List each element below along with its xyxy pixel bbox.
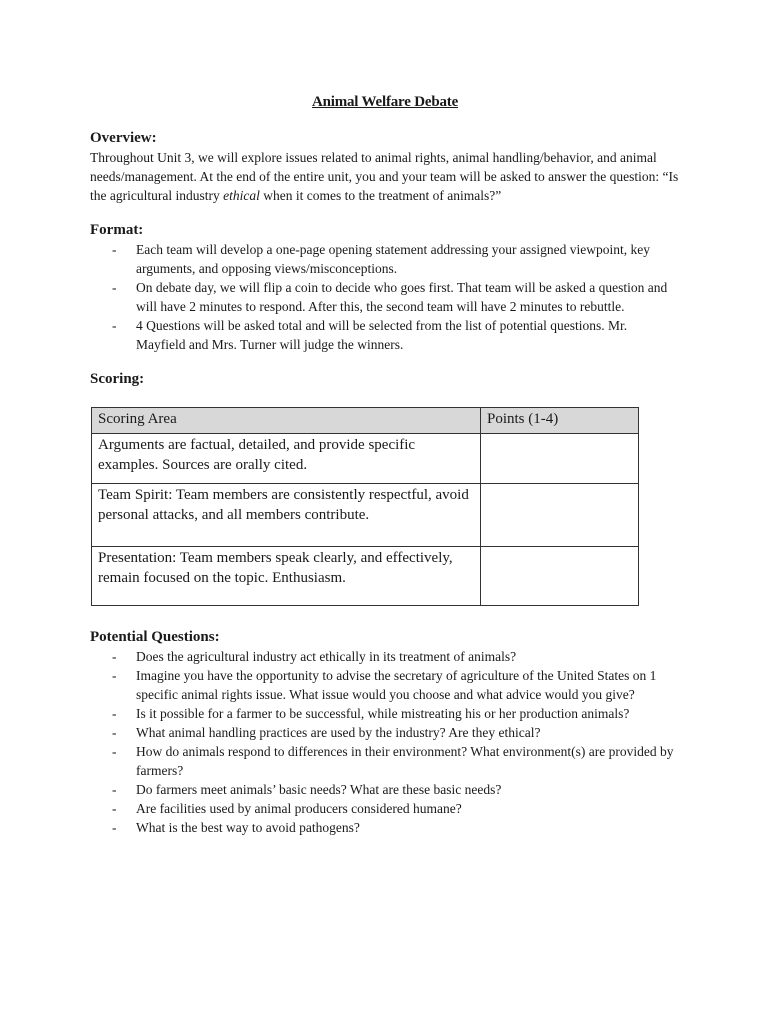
list-item: - Imagine you have the opportunity to advise the secretary of agriculture of the United States on 1 specific animal rights issue. What issue would you choose and what advice would you give? — [90, 666, 680, 704]
scoring-heading: Scoring: — [90, 371, 145, 387]
list-item: - How do animals respond to differences in their environment? What environment(s) are provided by farmers? — [90, 742, 680, 780]
overview-text-end: when it comes to the treatment of animals?” — [259, 188, 502, 203]
overview-heading: Overview: — [90, 130, 157, 146]
table-row — [92, 484, 639, 547]
list-item: - What is the best way to avoid pathogens? — [90, 818, 680, 837]
list-item: - What animal handling practices are used by the industry? Are they ethical? — [90, 723, 680, 742]
list-item: - Each team will develop a one-page opening statement addressing your assigned viewpoint, key arguments, and opposing views/misconceptions. — [90, 240, 680, 278]
table-header-row — [92, 408, 639, 434]
overview-text-emphasis: ethical — [223, 188, 260, 203]
scoring-section — [90, 370, 680, 606]
questions-heading: Potential Questions: — [90, 629, 220, 645]
format-heading: Format: — [90, 222, 144, 238]
list-item: - Is it possible for a farmer to be successful, while mistreating his or her production animals? — [90, 704, 680, 723]
questions-list — [90, 647, 680, 837]
questions-section — [90, 628, 680, 837]
list-item: - Are facilities used by animal producers considered humane? — [90, 799, 680, 818]
overview-text-start: Throughout Unit 3, we will explore issues related to animal rights, animal handling/behavior, and animal needs/management. At the end of the entire unit, you and your team will be asked to answer the question: “Is the agricultural industry — [90, 150, 679, 203]
scoring-area-cell: Presentation: Team members speak clearly, and effectively, remain focused on the topic. Enthusiasm. — [92, 547, 481, 606]
format-section — [90, 221, 680, 354]
table-row — [92, 547, 639, 606]
list-item: - Does the agricultural industry act ethically in its treatment of animals? — [90, 647, 680, 666]
table-row — [92, 434, 639, 484]
column-header-points: Points (1-4) — [481, 408, 639, 434]
points-cell — [481, 484, 639, 547]
points-cell — [481, 547, 639, 606]
overview-section — [90, 129, 680, 205]
document-page — [90, 94, 680, 837]
column-header-scoring-area: Scoring Area — [92, 408, 481, 434]
list-item: - 4 Questions will be asked total and will be selected from the list of potential questions. Mr. Mayfield and Mrs. Turner will judge the winners. — [90, 316, 680, 354]
format-list — [90, 240, 680, 354]
list-item: - On debate day, we will flip a coin to decide who goes first. That team will be asked a question and will have 2 minutes to respond. After this, the second team will have 2 minutes to rebuttle. — [90, 278, 680, 316]
overview-paragraph — [90, 148, 680, 205]
list-item: - Do farmers meet animals’ basic needs? What are these basic needs? — [90, 780, 680, 799]
points-cell — [481, 434, 639, 484]
document-title: Animal Welfare Debate — [311, 94, 459, 110]
scoring-table — [91, 407, 639, 606]
scoring-area-cell: Team Spirit: Team members are consistently respectful, avoid personal attacks, and all members contribute. — [92, 484, 481, 547]
scoring-area-cell: Arguments are factual, detailed, and provide specific examples. Sources are orally cited. — [92, 434, 481, 484]
